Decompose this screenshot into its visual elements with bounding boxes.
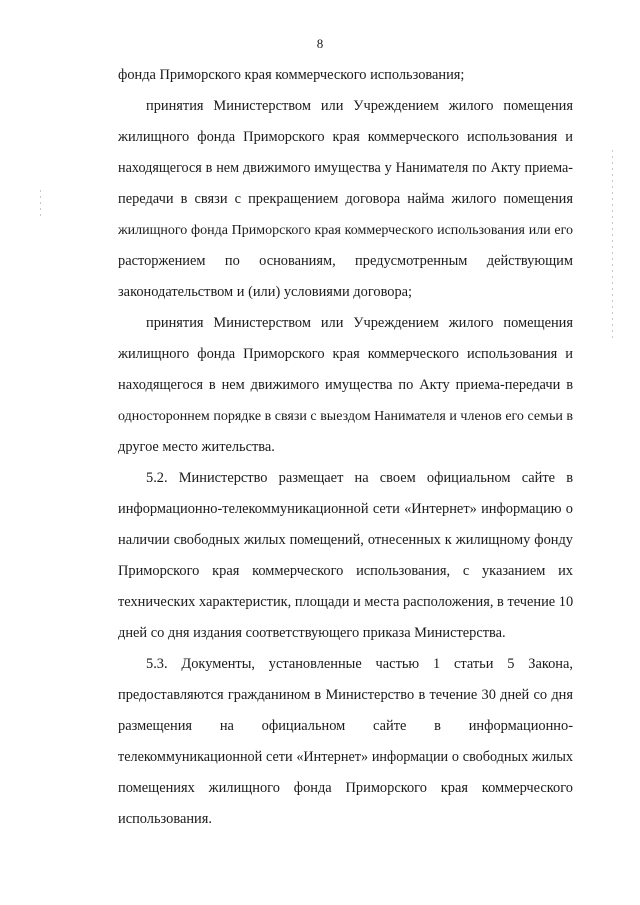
document-body (118, 60, 573, 835)
page-number: 8 (316, 36, 324, 51)
text-line: фонда Приморского края коммерческого использования; (118, 67, 465, 83)
text-line: принятия Министерством или Учреждением жилого помещения (146, 315, 573, 331)
text-line: дней со дня издания соответствующего приказа Министерства. (118, 625, 506, 641)
text-line: жилищного фонда Приморского края коммерческого использования или его (118, 223, 573, 238)
scan-edge-mark-right (612, 150, 613, 340)
text-line: Приморского края коммерческого использования, с указанием их (118, 563, 573, 579)
text-line: предоставляются гражданином в Министерство в течение 30 дней со дня (118, 687, 573, 703)
text-line: технических характеристик, площади и места расположения, в течение 10 (118, 594, 574, 610)
text-line: помещениях жилищного фонда Приморского края коммерческого (118, 780, 573, 796)
text-line: одностороннем порядке в связи с выездом Нанимателя и членов его семьи в (118, 409, 573, 424)
text-line: передачи в связи с прекращением договора найма жилого помещения (118, 191, 573, 207)
text-line: 5.3. Документы, установленные частью 1 статьи 5 Закона, (146, 656, 573, 672)
text-line: законодательством и (или) условиями договора; (118, 284, 413, 300)
text-line: принятия Министерством или Учреждением жилого помещения (146, 98, 573, 114)
scan-edge-mark-left (40, 190, 41, 220)
text-line: размещения на официальном сайте в информационно- (118, 718, 573, 734)
text-line: расторжением по основаниям, предусмотренным действующим (118, 253, 573, 269)
text-line: находящегося в нем движимого имущества у Нанимателя по Акту приема- (118, 160, 573, 176)
text-line: жилищного фонда Приморского края коммерческого использования и (118, 129, 573, 145)
text-line: использования. (118, 811, 212, 827)
text-line: информационно-телекоммуникационной сети «Интернет» информацию о (118, 501, 573, 517)
text-line: 5.2. Министерство размещает на своем официальном сайте в (146, 470, 573, 486)
text-line: другое место жительства. (118, 439, 275, 455)
text-line: наличии свободных жилых помещений, отнесенных к жилищному фонду (118, 532, 573, 548)
text-line: находящегося в нем движимого имущества по Акту приема-передачи в (118, 377, 573, 393)
text-line: телекоммуникационной сети «Интернет» информации о свободных жилых (118, 749, 573, 765)
text-line: жилищного фонда Приморского края коммерческого использования и (118, 346, 573, 362)
